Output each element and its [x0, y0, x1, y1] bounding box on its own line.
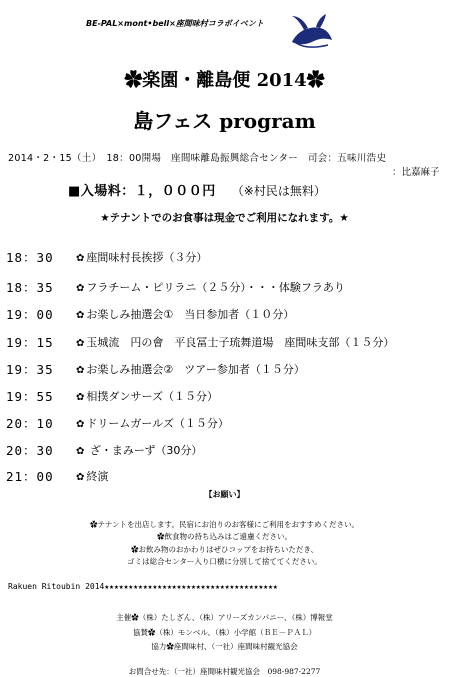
program-row	[6, 358, 305, 378]
program-time: 19：55	[6, 388, 54, 404]
program-row	[6, 246, 207, 266]
request-line: ✿お飲み物のおかわりはぜひコップをお持ちいただき、	[130, 545, 319, 554]
program-item: ✿ お楽しみ抽選会① 当日参加者（１０分）	[76, 308, 294, 321]
request-heading: 【お願い】	[204, 490, 245, 499]
program-time: 20：30	[6, 442, 54, 458]
program-row	[6, 303, 294, 323]
program-row	[6, 439, 202, 459]
request-line: ✿テナントを出店します。民宿にお泊りのお客様にご利用をおすすめください。	[89, 520, 360, 529]
program-row	[6, 412, 229, 432]
fee-note: （※村民は無料）	[231, 184, 326, 198]
program-time: 18：30	[6, 249, 54, 265]
program-item: ✿ フラチーム・ピリラニ（２５分）・・・体験フラあり	[76, 281, 345, 294]
program-row	[6, 465, 108, 485]
event-info: 2014・2・15（土） 18：00開場 座間味離島振興総合センター 司会：五味川浩史	[8, 153, 387, 164]
program-time: 19：00	[6, 306, 54, 322]
admission-fee	[68, 180, 326, 199]
program-item: ✿ 相撲ダンサーズ（１５分）	[76, 390, 218, 403]
program-time: 19：15	[6, 334, 54, 350]
request-line: ✿飲食物の持ち込みはご遠慮ください。	[157, 532, 292, 541]
contact-info: お問合せ先：（一社）座間味村観光協会 098-987-2277	[128, 667, 321, 676]
request-line: ゴミは総合センター入り口横に分別して捨ててください。	[127, 557, 322, 566]
program-item: ✿ ドリームガールズ（１５分）	[76, 417, 229, 430]
program-item: ✿ ざ・まみーず（30分）	[76, 444, 202, 457]
program-item: ✿ 終演	[76, 470, 108, 483]
whale-logo-icon	[290, 12, 334, 50]
page-title: ✿楽園・離島便 2014✿	[124, 70, 325, 91]
cooperation: 協力✿座間味村、（一社）座間味村観光協会	[151, 642, 298, 651]
program-row	[6, 385, 218, 405]
program-item: ✿ 玉城流 円の會 平良冨士子琉舞道場 座間味支部（１５分）	[76, 336, 394, 349]
program-time: 21：00	[6, 468, 54, 484]
program-row	[6, 276, 345, 296]
page-subtitle: 島フェス program	[133, 109, 316, 133]
event-tagline: BE-PAL×mont•bell×座間味村コラボイベント	[86, 19, 264, 28]
host-secondary: ：比嘉麻子	[392, 167, 440, 178]
program-time: 19：35	[6, 361, 54, 377]
program-time: 18：35	[6, 279, 54, 295]
program-time: 20：10	[6, 415, 54, 431]
fee-text: ■入場料：１，０００円	[68, 184, 216, 199]
cash-notice: ★テナントでのお食事は現金でご利用になれます。★	[100, 212, 349, 224]
program-item: ✿ お楽しみ抽選会② ツアー参加者（１５分）	[76, 363, 305, 376]
program-row	[6, 331, 394, 351]
cosponsors: 協賛✿（株）モンベル、（株）小学館（ＢＥ－ＰＡＬ）	[132, 628, 317, 637]
star-divider: Rakuen Ritoubin 2014★★★★★★★★★★★★★★★★★★★★★★★★★★★★★★★★★★★★	[8, 582, 278, 591]
program-item: ✿ 座間味村長挨拶（３分）	[76, 251, 207, 264]
sponsors: 主催✿（株）たしざん、（株）アリーズカンパニー、（株）博報堂	[116, 613, 333, 622]
